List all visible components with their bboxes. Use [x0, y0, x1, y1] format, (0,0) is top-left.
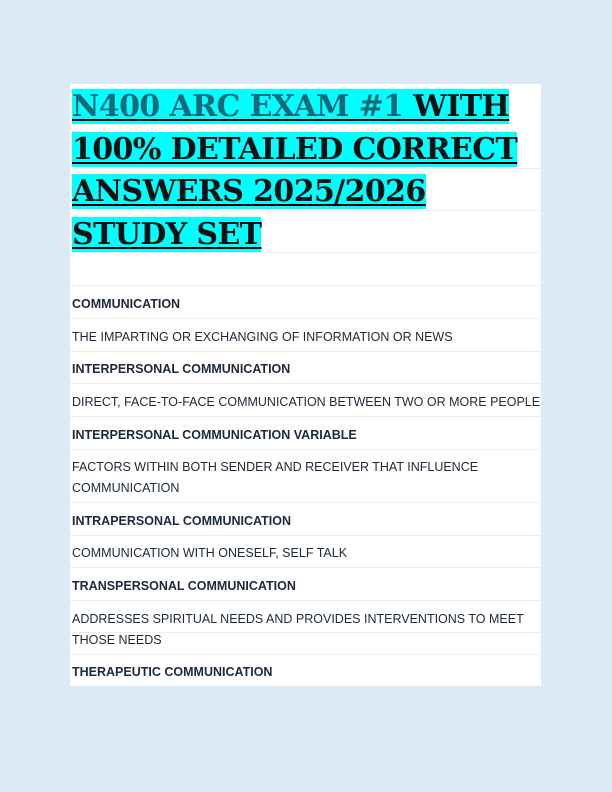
divider: [70, 600, 541, 601]
term-intrapersonal-communication: INTRAPERSONAL COMMUNICATION: [72, 514, 291, 528]
document-page: [70, 84, 541, 686]
definition-interpersonal-communication: [72, 392, 541, 413]
divider: [70, 416, 541, 417]
definition-line: FACTORS WITHIN BOTH SENDER AND RECEIVER THAT INFLUENCE: [72, 460, 479, 474]
definition-line: COMMUNICATION WITH ONESELF, SELF TALK: [72, 546, 348, 560]
term-therapeutic-communication: THERAPEUTIC COMMUNICATION: [72, 665, 273, 679]
term-interpersonal-communication-variable: INTERPERSONAL COMMUNICATION VARIABLE: [72, 428, 357, 442]
definition-line: COMMUNICATION: [72, 481, 180, 495]
definition-communication: [72, 327, 534, 348]
title-line-2-text: 100% DETAILED CORRECT: [72, 131, 518, 167]
title-line-3: [72, 171, 532, 214]
divider: [70, 383, 541, 384]
divider: [70, 567, 541, 568]
definition-interpersonal-communication-variable: [72, 457, 534, 499]
divider: [70, 318, 541, 319]
divider: [70, 285, 541, 286]
term-interpersonal-communication: INTERPERSONAL COMMUNICATION: [72, 362, 291, 376]
definition-line: THE IMPARTING OR EXCHANGING OF INFORMATION OR NEWS: [72, 330, 453, 344]
definition-line: ADDRESSES SPIRITUAL NEEDS AND PROVIDES INTERVENTIONS TO MEET: [72, 612, 524, 626]
divider: [70, 654, 541, 655]
divider: [70, 502, 541, 503]
title-line-1-rest: WITH: [403, 89, 510, 124]
title-line-3-text: ANSWERS 2025/2026: [72, 174, 426, 209]
divider: [70, 449, 541, 450]
definition-line: THOSE NEEDS: [72, 633, 162, 647]
definition-intrapersonal-communication: [72, 543, 534, 564]
title-line-1-course: N400 ARC EXAM #1: [72, 89, 404, 124]
divider: [70, 168, 541, 169]
divider: [70, 351, 541, 352]
term-transpersonal-communication: TRANSPERSONAL COMMUNICATION: [72, 579, 296, 593]
title-line-2: [72, 129, 532, 172]
divider: [70, 535, 541, 536]
term-communication: COMMUNICATION: [72, 297, 181, 311]
definition-transpersonal-communication: [72, 609, 534, 651]
divider: [70, 210, 541, 211]
title-line-1: [72, 86, 532, 129]
title-line-4: [72, 214, 532, 257]
divider: [70, 632, 541, 633]
divider: [70, 252, 541, 253]
document-title: [72, 86, 532, 256]
title-line-4-text: STUDY SET: [72, 216, 262, 252]
definition-line: DIRECT, FACE-TO-FACE COMMUNICATION BETWEEN TWO OR MORE PEOPLE: [72, 395, 541, 409]
